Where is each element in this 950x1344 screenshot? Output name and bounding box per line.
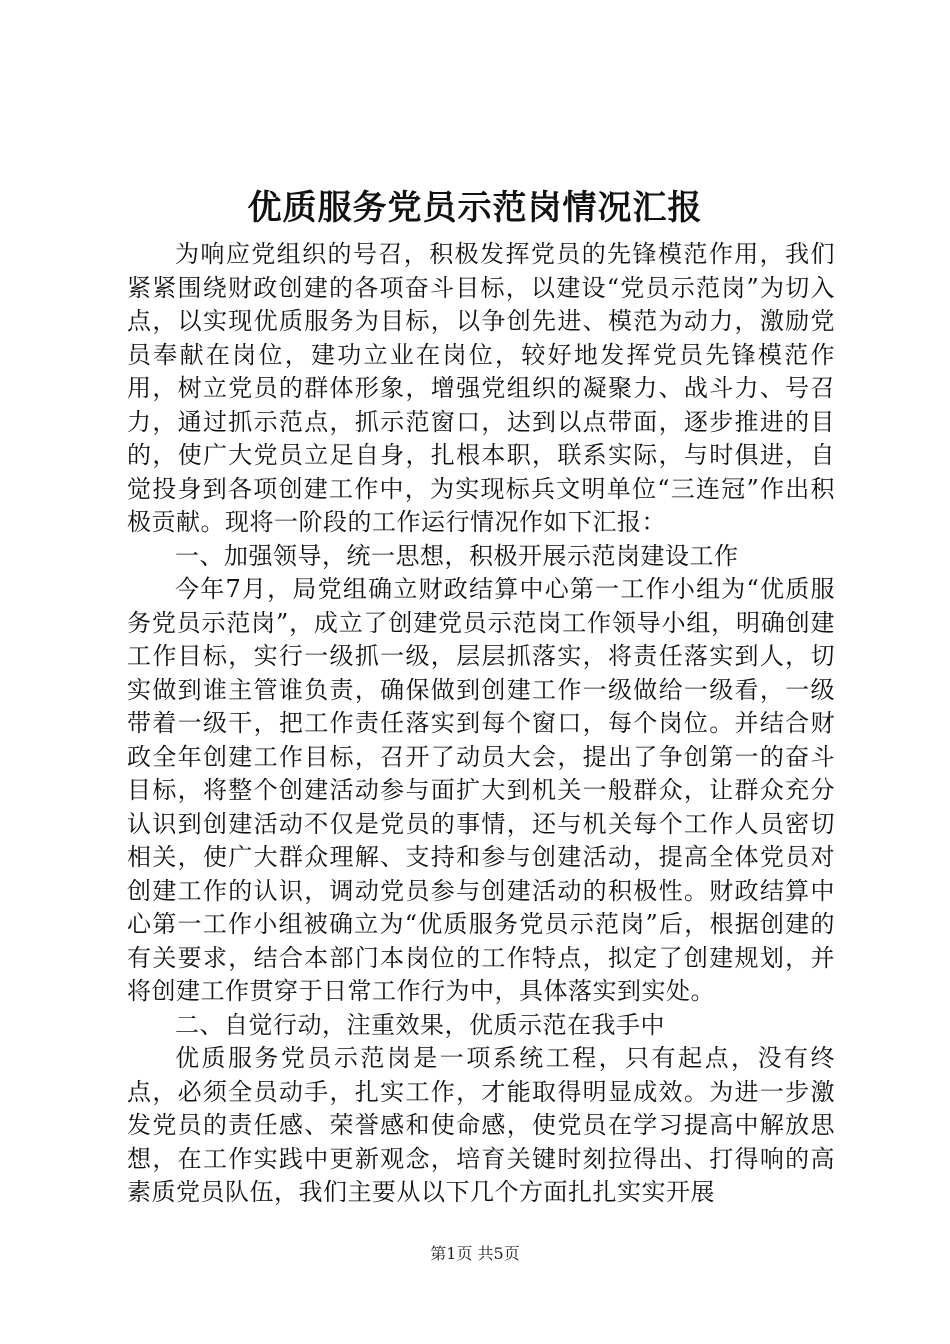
section-2-paragraph: 优质服务党员示范岗是一项系统工程，只有起点，没有终点，必须全员动手，扎实工作，才能取得明显成效。为进一步激发党员的责任感、荣誉感和使命感，使党员在学习提高中解放思想，在工作实践中更新观念，培育关键时刻拉得出、打得响的高素质党员队伍，我们主要从以下几个方面扎扎实实开展 (127, 1044, 835, 1206)
document-title: 优质服务党员示范岗情况汇报 (247, 188, 703, 228)
section-heading-1: 一、加强领导，统一思想，积极开展示范岗建设工作 (175, 541, 739, 570)
intro-paragraph: 为响应党组织的号召，积极发挥党员的先锋模范作用，我们紧紧围绕财政创建的各项奋斗目标，以建设“党员示范岗”为切入点，以实现优质服务为目标，以争创先进、模范为动力，激励党员奉献在岗位，建功立业在岗位，较好地发挥党员先锋模范作用，树立党员的群体形象，增强党组织的凝聚力、战斗力、号召力，通过抓示范点，抓示范窗口，达到以点带面，逐步推进的目的，使广大党员立足自身，扎根本职，联系实际，与时俱进，自觉投身到各项创建工作中，为实现标兵文明单位“三连冠”作出积极贡献。现将一阶段的工作运行情况作如下汇报： (127, 240, 835, 536)
section-1-paragraph: 今年7月，局党组确立财政结算中心第一工作小组为“优质服务党员示范岗”，成立了创建党员示范岗工作领导小组，明确创建工作目标，实行一级抓一级，层层抓落实，将责任落实到人，切实做到谁主管谁负责，确保做到创建工作一级做给一级看，一级带着一级干，把工作责任落实到每个窗口，每个岗位。并结合财政全年创建工作目标，召开了动员大会，提出了争创第一的奋斗目标，将整个创建活动参与面扩大到机关一般群众，让群众充分认识到创建活动不仅是党员的事情，还与机关每个工作人员密切相关，使广大群众理解、支持和参与创建活动，提高全体党员对创建工作的认识，调动党员参与创建活动的积极性。财政结算中心第一工作小组被确立为“优质服务党员示范岗”后，根据创建的有关要求，结合本部门本岗位的工作特点，拟定了创建规划，并将创建工作贯穿于日常工作行为中，具体落实到实处。 (127, 575, 835, 1005)
document-body (127, 238, 835, 1210)
section-heading-2: 二、自觉行动，注重效果，优质示范在我手中 (175, 1010, 665, 1039)
page-number-footer: 第1页 共5页 (430, 1244, 520, 1263)
